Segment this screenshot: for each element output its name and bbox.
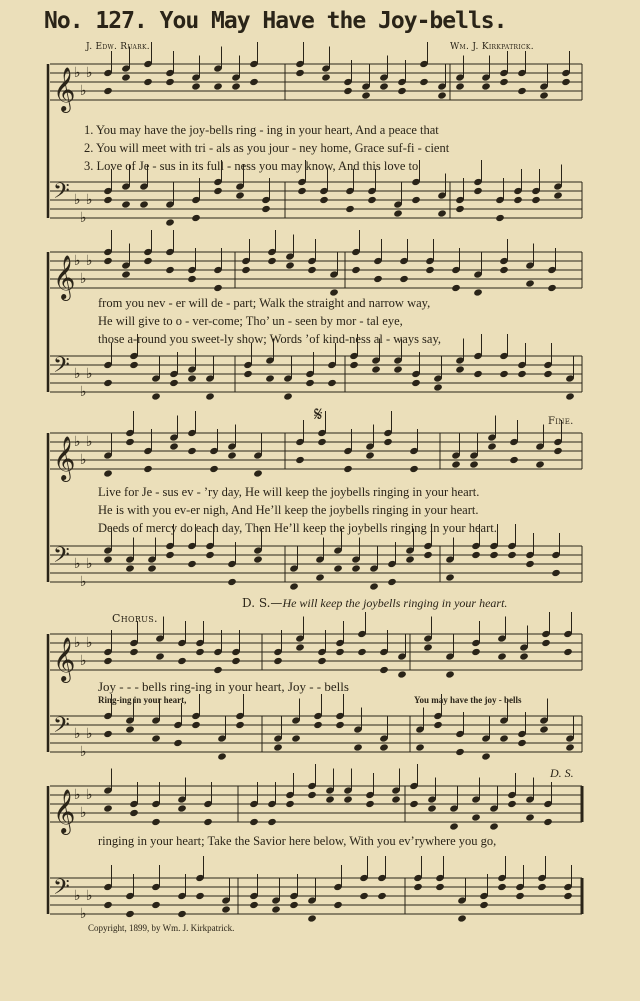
note-head [231, 657, 241, 665]
note-head [409, 800, 419, 808]
note-head [397, 670, 407, 678]
note-head [495, 214, 505, 222]
note-head [361, 91, 371, 99]
note-head [373, 275, 383, 283]
verse-block-1 [84, 121, 449, 175]
note-head [103, 901, 113, 909]
note-head [525, 279, 535, 287]
bass-clef-icon: 𝄢 [53, 543, 70, 573]
note-head [317, 438, 327, 446]
note-head [253, 555, 263, 563]
note-head [349, 361, 359, 369]
note-head [305, 379, 315, 387]
note-head [143, 465, 153, 473]
note-head [103, 257, 113, 265]
note-head [103, 555, 113, 563]
note-head [451, 460, 461, 468]
note-head [419, 78, 429, 86]
note-head [129, 809, 139, 817]
note-head [433, 721, 443, 729]
note-head [517, 87, 527, 95]
note-head [469, 460, 479, 468]
note-head [423, 551, 433, 559]
flat-icon: ♭ [80, 906, 87, 922]
flat-icon: ♭ [74, 65, 81, 81]
verse-block-2 [98, 294, 441, 348]
note-head [151, 734, 161, 742]
note-head [165, 218, 175, 226]
note-head [283, 392, 293, 400]
flat-icon: ♭ [86, 787, 93, 803]
note-head [435, 883, 445, 891]
note-head [103, 469, 113, 477]
hymn-title: No. 127. You May Have the Joy-bells. [44, 8, 507, 34]
note-head [343, 87, 353, 95]
ds-text: He will keep the joybells ringing in your heart. [282, 596, 508, 610]
flat-icon: ♭ [74, 888, 81, 904]
fine-mark: Fine. [548, 416, 574, 427]
note-head [561, 78, 571, 86]
note-head [333, 901, 343, 909]
note-head [393, 209, 403, 217]
note-head [307, 266, 317, 274]
ds-prefix: D. S.— [242, 596, 283, 610]
note-head [471, 551, 481, 559]
note-head [335, 721, 345, 729]
note-head [125, 725, 135, 733]
flat-icon: ♭ [80, 653, 87, 669]
note-head [267, 818, 277, 826]
flat-icon: ♭ [80, 574, 87, 590]
note-head [291, 734, 301, 742]
note-head [509, 456, 519, 464]
note-head [285, 800, 295, 808]
note-head [191, 721, 201, 729]
note-head [563, 648, 573, 656]
composer: Wm. J. Kirkpatrick. [450, 42, 534, 52]
segno-icon: 𝄋 [314, 402, 323, 426]
chorus-line-1: Joy - - - bells ring-ing in your heart, Joy - - bells [98, 679, 349, 694]
note-head [213, 187, 223, 195]
note-head [499, 78, 509, 86]
flat-icon: ♭ [86, 635, 93, 651]
note-head [121, 270, 131, 278]
note-head [143, 257, 153, 265]
note-head [489, 822, 499, 830]
verse-line: Live for Je - sus ev - ’ry day, He will keep the joybells ringing in your heart. [98, 485, 480, 499]
note-head [359, 892, 369, 900]
note-head [413, 883, 423, 891]
note-head [315, 573, 325, 581]
note-head [397, 87, 407, 95]
note-head [151, 901, 161, 909]
flat-icon: ♭ [80, 271, 87, 287]
note-head [103, 804, 113, 812]
note-head [321, 73, 331, 81]
note-head [471, 648, 481, 656]
note-head [227, 578, 237, 586]
note-head [249, 818, 259, 826]
ds-instruction [242, 596, 507, 611]
note-head [531, 196, 541, 204]
flat-icon: ♭ [86, 556, 93, 572]
note-head [481, 82, 491, 90]
note-head [191, 214, 201, 222]
note-head [473, 187, 483, 195]
chorus-alto-right: You may have the joy - bells [414, 695, 522, 705]
note-head [243, 370, 253, 378]
verse-block-3 [98, 483, 497, 537]
note-head [217, 752, 227, 760]
note-head [265, 374, 275, 382]
note-head [369, 582, 379, 590]
note-head [249, 901, 259, 909]
note-head [307, 914, 317, 922]
chorus-line-2: ringing in your heart; Take the Savior here below, With you ev’rywhere you go, [98, 834, 497, 848]
note-head [519, 652, 529, 660]
note-head [155, 652, 165, 660]
note-head [543, 818, 553, 826]
note-head [391, 795, 401, 803]
note-head [471, 813, 481, 821]
note-head [289, 901, 299, 909]
note-head [379, 666, 389, 674]
treble-clef-icon: 𝄞 [53, 67, 76, 111]
flat-icon: ♭ [74, 726, 81, 742]
note-head [473, 370, 483, 378]
note-head [295, 456, 305, 464]
note-head [525, 813, 535, 821]
flat-icon: ♭ [86, 726, 93, 742]
note-head [343, 795, 353, 803]
note-head [235, 191, 245, 199]
verse-line: He will give to o - ver-come; Tho’ un - seen by mor - tal eye, [98, 314, 403, 328]
flat-icon: ♭ [86, 253, 93, 269]
note-head [165, 551, 175, 559]
note-head [103, 196, 113, 204]
note-head [203, 818, 213, 826]
treble-clef-icon: 𝄞 [53, 789, 76, 833]
note-head [547, 284, 557, 292]
note-head [169, 442, 179, 450]
note-head [231, 82, 241, 90]
note-head [125, 564, 135, 572]
verse-line: Deeds of mercy do each day, Then He’ll keep the joybells ringing in your heart. [98, 521, 497, 535]
note-head [121, 73, 131, 81]
note-head [425, 266, 435, 274]
flat-icon: ♭ [80, 805, 87, 821]
note-head [173, 739, 183, 747]
note-head [195, 892, 205, 900]
flat-icon: ♭ [80, 83, 87, 99]
bass-clef-icon: 𝄢 [53, 353, 70, 383]
note-head [507, 551, 517, 559]
note-head [325, 795, 335, 803]
note-head [351, 266, 361, 274]
note-head [535, 460, 545, 468]
note-head [151, 818, 161, 826]
note-head [335, 648, 345, 656]
note-head [565, 743, 575, 751]
note-head [187, 560, 197, 568]
note-head [103, 657, 113, 665]
note-head [319, 196, 329, 204]
flat-icon: ♭ [74, 366, 81, 382]
bass-clef-icon: 𝄢 [53, 713, 70, 743]
note-head [489, 551, 499, 559]
flat-icon: ♭ [74, 556, 81, 572]
note-head [449, 822, 459, 830]
note-head [517, 370, 527, 378]
note-head [411, 196, 421, 204]
note-head [377, 892, 387, 900]
note-head [379, 743, 389, 751]
note-head [353, 743, 363, 751]
flat-icon: ♭ [74, 192, 81, 208]
note-head [129, 361, 139, 369]
note-head [507, 800, 517, 808]
note-head [539, 725, 549, 733]
note-head [307, 791, 317, 799]
note-head [165, 266, 175, 274]
note-head [553, 447, 563, 455]
note-head [139, 200, 149, 208]
treble-clef-icon: 𝄞 [53, 637, 76, 681]
note-head [327, 379, 337, 387]
note-head [481, 752, 491, 760]
note-head [383, 438, 393, 446]
note-head [125, 910, 135, 918]
note-head [499, 734, 509, 742]
note-head [445, 573, 455, 581]
note-head [177, 804, 187, 812]
note-head [187, 447, 197, 455]
bass-clef-icon: 𝄢 [53, 179, 70, 209]
note-head [565, 392, 575, 400]
note-head [437, 91, 447, 99]
verse-line: 3. Love of Je - sus in its full - ness you may know, And this love to [84, 159, 419, 173]
note-head [405, 555, 415, 563]
verse-line: He is with you ev-er nigh, And He’ll keep the joybells ringing in your heart. [98, 503, 479, 517]
flat-icon: ♭ [86, 888, 93, 904]
note-head [455, 205, 465, 213]
note-head [205, 551, 215, 559]
flat-icon: ♭ [74, 434, 81, 450]
note-head [267, 257, 277, 265]
note-head [195, 648, 205, 656]
note-head [479, 901, 489, 909]
note-head [227, 451, 237, 459]
note-head [365, 800, 375, 808]
note-head [345, 205, 355, 213]
note-head [517, 739, 527, 747]
note-head [285, 261, 295, 269]
note-head [537, 883, 547, 891]
note-head [563, 892, 573, 900]
note-head [313, 721, 323, 729]
note-head [129, 648, 139, 656]
bass-clef-icon: 𝄢 [53, 875, 70, 905]
treble-clef-icon: 𝄞 [53, 255, 76, 299]
note-head [543, 370, 553, 378]
copyright: Copyright, 1899, by Wm. J. Kirkpatrick. [88, 923, 235, 933]
note-head [499, 266, 509, 274]
note-head [295, 69, 305, 77]
chorus-alto-left: Ring-ing in your heart, [98, 695, 187, 705]
note-head [515, 892, 525, 900]
note-head [487, 442, 497, 450]
flat-icon: ♭ [74, 635, 81, 651]
note-head [209, 465, 219, 473]
note-head [541, 639, 551, 647]
note-head [455, 82, 465, 90]
note-head [539, 91, 549, 99]
note-head [177, 657, 187, 665]
note-head [235, 721, 245, 729]
note-head [121, 200, 131, 208]
note-head [457, 914, 467, 922]
note-head [409, 465, 419, 473]
flat-icon: ♭ [80, 384, 87, 400]
note-head [249, 78, 259, 86]
note-head [451, 284, 461, 292]
flat-icon: ♭ [80, 210, 87, 226]
note-head [473, 288, 483, 296]
note-head [551, 569, 561, 577]
note-head [271, 905, 281, 913]
note-head [297, 187, 307, 195]
note-head [151, 392, 161, 400]
note-head [525, 560, 535, 568]
note-head [213, 284, 223, 292]
note-head [411, 379, 421, 387]
flat-icon: ♭ [80, 744, 87, 760]
note-head [205, 392, 215, 400]
note-head [497, 883, 507, 891]
note-head [497, 652, 507, 660]
note-head [427, 804, 437, 812]
note-head [177, 910, 187, 918]
note-head [365, 451, 375, 459]
note-head [423, 643, 433, 651]
note-head [169, 379, 179, 387]
ds-mark: D. S. [550, 766, 574, 780]
note-head [261, 205, 271, 213]
note-head [351, 564, 361, 572]
note-head [289, 582, 299, 590]
note-head [187, 374, 197, 382]
note-head [387, 578, 397, 586]
note-head [191, 82, 201, 90]
verse-line: 1. You may have the joy-bells ring - ing in your heart, And a peace that [84, 123, 439, 137]
note-head [295, 643, 305, 651]
note-head [165, 78, 175, 86]
note-head [415, 743, 425, 751]
note-head [221, 905, 231, 913]
flat-icon: ♭ [74, 253, 81, 269]
chorus-label: Chorus. [112, 612, 158, 625]
note-head [399, 275, 409, 283]
note-head [187, 275, 197, 283]
verse-line: 2. You will meet with tri - als as you jour - ney home, Grace suf-fi - cient [84, 141, 450, 155]
note-head [103, 379, 113, 387]
note-head [253, 469, 263, 477]
note-head [393, 365, 403, 373]
flat-icon: ♭ [80, 452, 87, 468]
verse-line: those a-round you sweet-ly show; Words ’of kind-ness al - ways say, [98, 332, 442, 346]
note-head [143, 78, 153, 86]
note-head [241, 266, 251, 274]
note-head [433, 383, 443, 391]
note-head [371, 365, 381, 373]
note-head [513, 196, 523, 204]
note-head [343, 465, 353, 473]
note-head [213, 82, 223, 90]
note-head [103, 730, 113, 738]
verse-line: from you nev - er will de - part; Walk the straight and narrow way, [98, 296, 431, 310]
lyricist: J. Edw. Ruark. [86, 42, 150, 52]
flat-icon: ♭ [86, 192, 93, 208]
treble-clef-icon: 𝄞 [53, 436, 76, 480]
note-head [273, 743, 283, 751]
flat-icon: ♭ [86, 65, 93, 81]
note-head [455, 748, 465, 756]
flat-icon: ♭ [74, 787, 81, 803]
note-head [273, 657, 283, 665]
note-head [317, 657, 327, 665]
note-head [499, 370, 509, 378]
note-head [553, 191, 563, 199]
flat-icon: ♭ [86, 434, 93, 450]
note-head [333, 564, 343, 572]
note-head [125, 438, 135, 446]
note-head [445, 670, 455, 678]
note-head [213, 666, 223, 674]
flat-icon: ♭ [86, 366, 93, 382]
note-head [455, 365, 465, 373]
note-head [367, 196, 377, 204]
note-head [379, 82, 389, 90]
note-head [357, 648, 367, 656]
note-head [147, 564, 157, 572]
note-head [103, 87, 113, 95]
note-head [437, 209, 447, 217]
